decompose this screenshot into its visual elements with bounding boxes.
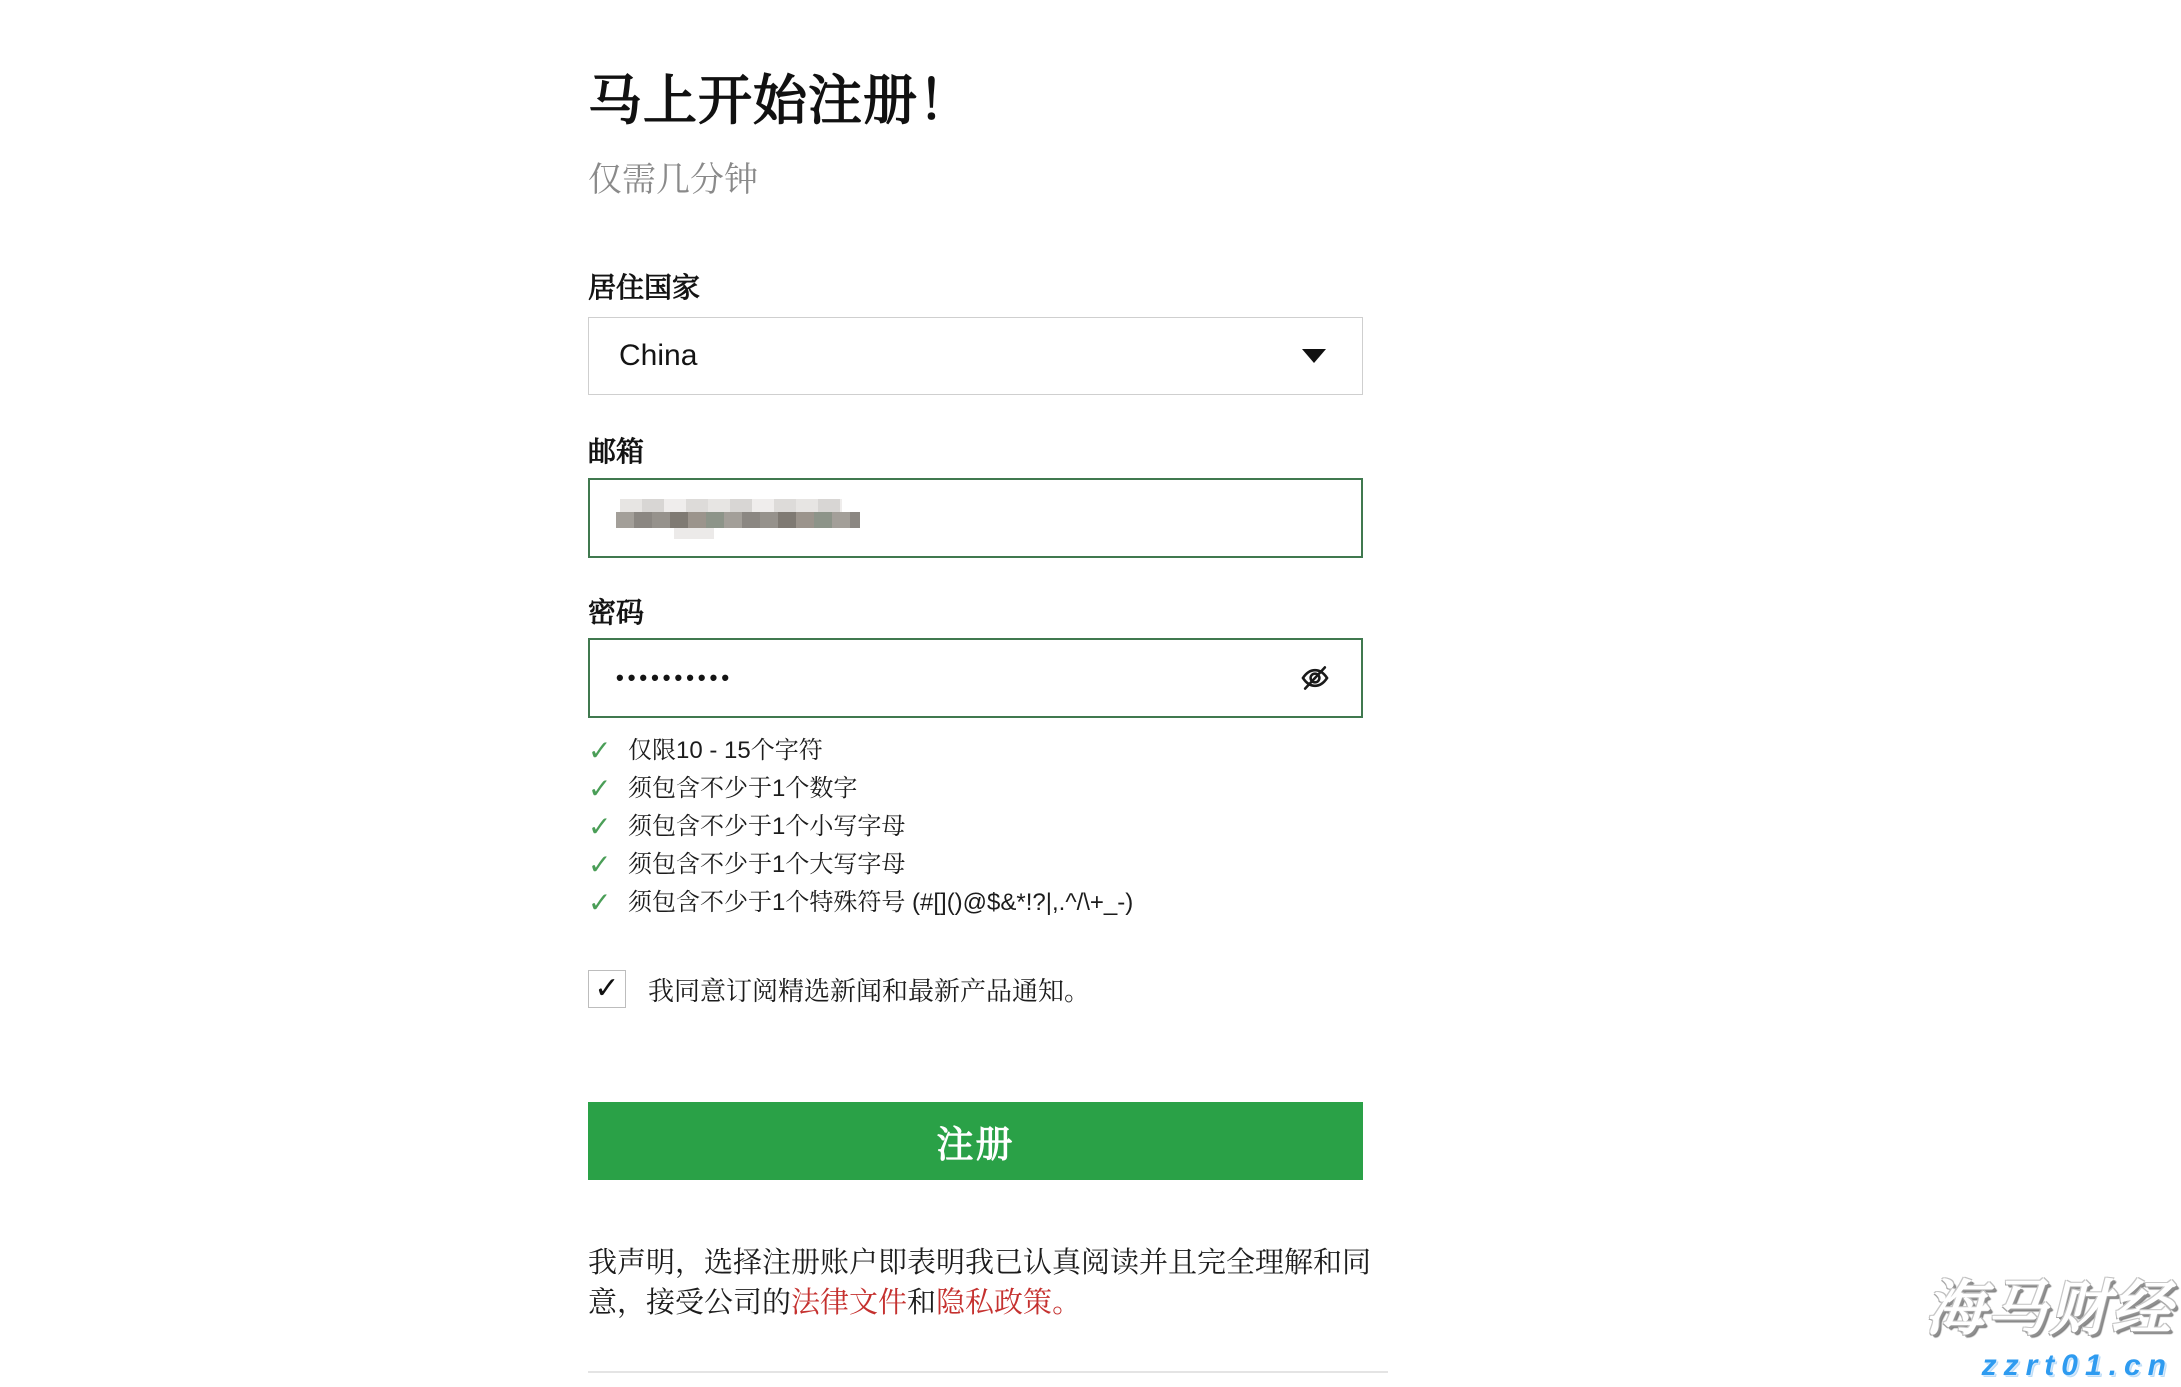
toggle-password-visibility-button[interactable] — [1297, 660, 1333, 696]
page-title: 马上开始注册！ — [588, 71, 973, 131]
check-icon: ✓ — [588, 849, 612, 880]
check-icon: ✓ — [588, 735, 612, 766]
requirement-item: ✓ 须包含不少于1个大写字母 — [588, 849, 906, 880]
requirement-item: ✓ 仅限10 - 15个字符 — [588, 735, 823, 766]
requirement-item: ✓ 须包含不少于1个特殊符号 (#[]()@$&*!?|,.^/\+_-) — [588, 887, 1134, 918]
chevron-down-icon — [1302, 349, 1326, 363]
watermark-site: zzrt01.cn — [1981, 1349, 2173, 1382]
eye-off-icon — [1298, 661, 1332, 695]
country-selected-value: China — [619, 339, 698, 372]
newsletter-consent-row — [588, 970, 1090, 1008]
watermark-brand: 海马财经 — [1925, 1275, 2173, 1342]
email-redacted-value — [616, 499, 860, 539]
newsletter-label: 我同意订阅精选新闻和最新产品通知。 — [648, 975, 1091, 1006]
newsletter-checkbox[interactable] — [588, 970, 626, 1008]
email-field[interactable] — [588, 478, 1363, 558]
password-requirements — [588, 736, 1288, 926]
check-icon: ✓ — [588, 811, 612, 842]
page-subtitle: 仅需几分钟 — [588, 161, 758, 199]
requirement-item: ✓ 须包含不少于1个数字 — [588, 773, 858, 804]
email-label: 邮箱 — [588, 436, 645, 467]
privacy-policy-link[interactable]: 隐私政策 — [936, 1287, 1053, 1319]
country-select[interactable] — [588, 317, 1363, 395]
requirement-item: ✓ 须包含不少于1个小写字母 — [588, 811, 906, 842]
country-label: 居住国家 — [588, 272, 701, 303]
legal-documents-link[interactable]: 法律文件 — [791, 1287, 908, 1319]
register-button[interactable]: 注册 — [588, 1102, 1363, 1180]
password-label: 密码 — [588, 597, 645, 628]
legal-disclaimer: 我声明，选择注册账户即表明我已认真阅读并且完全理解和同意，接受公司的法律文件和隐私政策。 — [588, 1247, 1372, 1319]
password-field[interactable] — [588, 638, 1363, 718]
watermark — [1925, 1261, 2173, 1383]
password-masked-value: •••••••••• — [616, 665, 734, 690]
checkbox-checkmark-icon: ✓ — [594, 972, 620, 1005]
check-icon: ✓ — [588, 887, 612, 918]
check-icon: ✓ — [588, 773, 612, 804]
bottom-divider — [588, 1371, 1388, 1373]
